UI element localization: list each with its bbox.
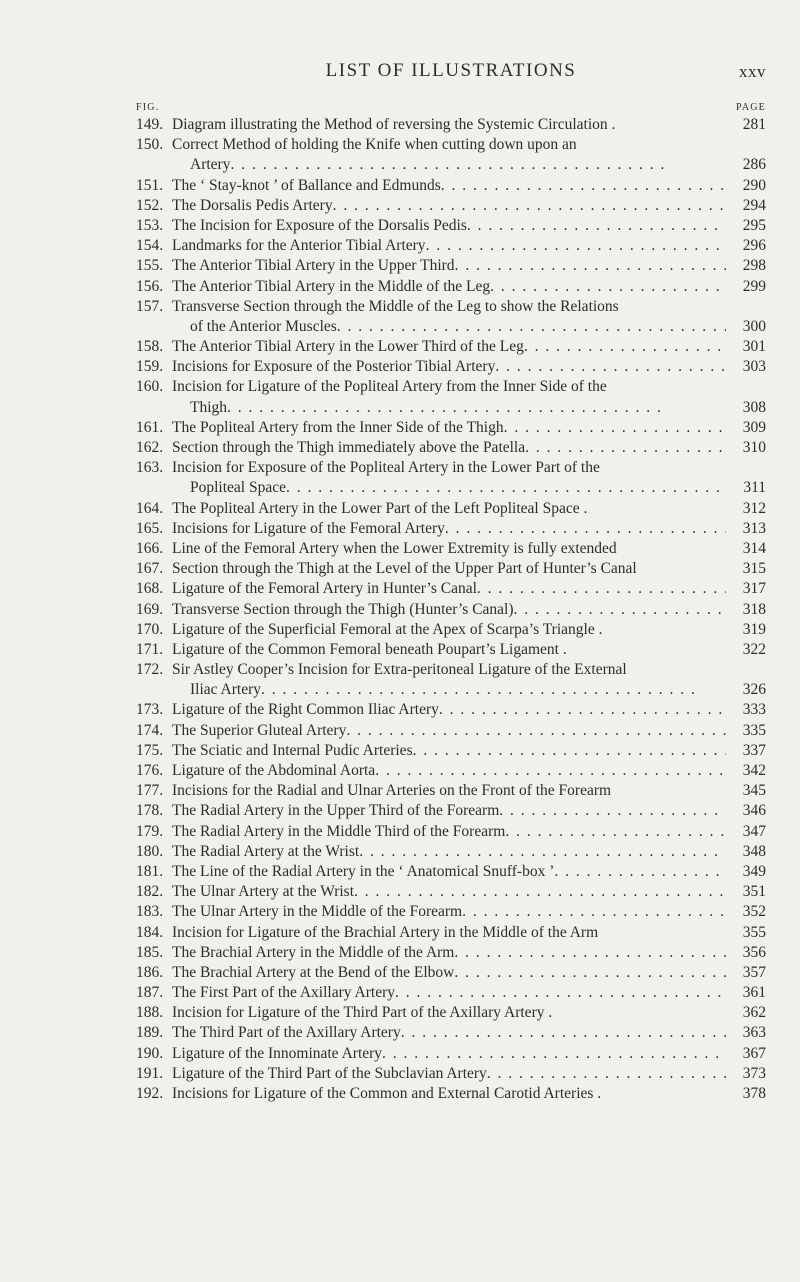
page-number: 346 bbox=[742, 802, 766, 820]
page-number: 312 bbox=[742, 499, 766, 517]
page-number: 309 bbox=[742, 418, 766, 436]
list-item bbox=[136, 862, 766, 882]
list-item bbox=[136, 620, 766, 640]
figure-number: 184. bbox=[136, 923, 164, 941]
entry-title: The Anterior Tibial Artery in the Middle of the Leg bbox=[172, 277, 491, 295]
list-item bbox=[136, 458, 766, 498]
dot-leader bbox=[505, 822, 726, 842]
entry-title: The Dorsalis Pedis Artery bbox=[172, 196, 333, 214]
figure-number: 168. bbox=[136, 580, 164, 598]
figure-number: 192. bbox=[136, 1085, 164, 1102]
page-number: 335 bbox=[742, 721, 766, 739]
dot-leader bbox=[337, 317, 726, 337]
page-number: 319 bbox=[742, 620, 766, 638]
figure-number: 191. bbox=[136, 1064, 164, 1082]
page-column-label: PAGE bbox=[736, 102, 766, 113]
entry-title: Incisions for the Radial and Ulnar Arteries on the Front of the Forearm bbox=[172, 782, 612, 800]
dot-leader bbox=[354, 882, 726, 902]
figure-number: 175. bbox=[136, 741, 164, 759]
entry-title: Transverse Section through the Thigh (Hunter’s Canal) bbox=[172, 600, 514, 618]
entry-title: The Popliteal Artery in the Lower Part of the Left Popliteal Space . bbox=[172, 499, 588, 517]
entry-title: Sir Astley Cooper’s Incision for Extra-peritoneal Ligature of the External bbox=[172, 661, 627, 679]
dot-leader bbox=[487, 1064, 726, 1084]
illustrations-list bbox=[136, 115, 766, 1104]
page-title: LIST OF ILLUSTRATIONS bbox=[325, 60, 577, 81]
figure-number: 163. bbox=[136, 459, 164, 477]
page-number: 311 bbox=[743, 479, 766, 497]
dot-leader bbox=[333, 196, 726, 216]
page-number: 345 bbox=[742, 782, 766, 800]
list-item bbox=[136, 1064, 766, 1084]
page-number: 295 bbox=[742, 216, 766, 234]
dot-leader bbox=[359, 842, 726, 862]
dot-leader bbox=[525, 438, 726, 458]
figure-number: 180. bbox=[136, 842, 164, 860]
page-number: 317 bbox=[742, 580, 766, 598]
list-item bbox=[136, 640, 766, 660]
list-item bbox=[136, 1044, 766, 1064]
entry-title: The Brachial Artery in the Middle of the Arm bbox=[172, 943, 455, 961]
entry-title: Incisions for Exposure of the Posterior Tibial Artery bbox=[172, 358, 496, 376]
list-item bbox=[136, 963, 766, 983]
figure-number: 155. bbox=[136, 257, 164, 275]
figure-number: 187. bbox=[136, 984, 164, 1002]
entry-title: Transverse Section through the Middle of the Leg to show the Relations bbox=[172, 297, 619, 315]
list-item bbox=[136, 822, 766, 842]
figure-number: 161. bbox=[136, 418, 164, 436]
dot-leader bbox=[524, 337, 726, 357]
entry-title: The Radial Artery at the Wrist bbox=[172, 842, 360, 860]
entry-title: The Ulnar Artery in the Middle of the Forearm bbox=[172, 903, 463, 921]
page-number: 294 bbox=[742, 196, 766, 214]
entry-title: The Line of the Radial Artery in the ‘ Anatomical Snuff-box ’ bbox=[172, 862, 555, 880]
list-item bbox=[136, 539, 766, 559]
entry-title: Ligature of the Innominate Artery bbox=[172, 1044, 383, 1062]
page-number: 303 bbox=[742, 358, 766, 376]
figure-number: 165. bbox=[136, 519, 164, 537]
list-item bbox=[136, 135, 766, 175]
list-item bbox=[136, 418, 766, 438]
dot-leader bbox=[454, 943, 726, 963]
list-item bbox=[136, 1003, 766, 1023]
entry-title: Ligature of the Third Part of the Subclavian Artery bbox=[172, 1064, 487, 1082]
figure-number: 182. bbox=[136, 883, 164, 901]
entry-title: Iliac Artery bbox=[190, 681, 262, 699]
page-number: 355 bbox=[742, 923, 766, 941]
page-number: 314 bbox=[742, 539, 766, 557]
entry-title: Ligature of the Femoral Artery in Hunter’s Canal bbox=[172, 580, 477, 598]
entry-title: Section through the Thigh at the Level of the Upper Part of Hunter’s Canal bbox=[172, 560, 637, 578]
page-number: 298 bbox=[742, 257, 766, 275]
list-item bbox=[136, 761, 766, 781]
dot-leader bbox=[499, 801, 726, 821]
list-item bbox=[136, 660, 766, 700]
entry-title: The Popliteal Artery from the Inner Side of the Thigh bbox=[172, 418, 504, 436]
list-item bbox=[136, 902, 766, 922]
dot-leader bbox=[346, 721, 726, 741]
page-number: 361 bbox=[742, 984, 766, 1002]
page-number: 347 bbox=[742, 822, 766, 840]
dot-leader bbox=[495, 357, 726, 377]
figure-number: 181. bbox=[136, 862, 164, 880]
figure-number: 177. bbox=[136, 782, 164, 800]
figure-number: 149. bbox=[136, 116, 164, 133]
dot-leader bbox=[514, 600, 726, 620]
entry-title: of the Anterior Muscles bbox=[190, 317, 337, 335]
page-number: 348 bbox=[742, 842, 766, 860]
list-item bbox=[136, 176, 766, 196]
list-item bbox=[136, 943, 766, 963]
page-number: 363 bbox=[742, 1024, 766, 1042]
page-number: 352 bbox=[742, 903, 766, 921]
dot-leader bbox=[426, 236, 726, 256]
fig-column-label: FIG. bbox=[136, 102, 160, 113]
entry-title: Incision for Exposure of the Popliteal Artery in the Lower Part of the bbox=[172, 459, 600, 477]
list-item bbox=[136, 196, 766, 216]
page-number: 326 bbox=[742, 681, 766, 699]
list-item bbox=[136, 337, 766, 357]
entry-title: Incision for Ligature of the Popliteal Artery from the Inner Side of the bbox=[172, 378, 607, 396]
entry-title: The Anterior Tibial Artery in the Lower Third of the Leg bbox=[172, 338, 524, 356]
figure-number: 169. bbox=[136, 600, 164, 618]
roman-page-number: xxv bbox=[739, 62, 766, 81]
dot-leader bbox=[554, 862, 726, 882]
page-number: 290 bbox=[742, 176, 766, 194]
dot-leader bbox=[286, 478, 726, 498]
page-number: 357 bbox=[742, 963, 766, 981]
figure-number: 185. bbox=[136, 943, 164, 961]
figure-number: 150. bbox=[136, 136, 164, 154]
entry-title: Incision for Ligature of the Brachial Artery in the Middle of the Arm bbox=[172, 923, 599, 941]
figure-number: 170. bbox=[136, 620, 164, 638]
page-number: 318 bbox=[742, 600, 766, 618]
page-number: 333 bbox=[742, 701, 766, 719]
list-item bbox=[136, 781, 766, 801]
figure-number: 154. bbox=[136, 237, 164, 255]
list-item bbox=[136, 216, 766, 236]
dot-leader bbox=[441, 176, 726, 196]
figure-number: 156. bbox=[136, 277, 164, 295]
figure-number: 153. bbox=[136, 216, 164, 234]
page-number: 349 bbox=[742, 862, 766, 880]
dot-leader bbox=[477, 579, 726, 599]
page-number: 286 bbox=[742, 156, 766, 174]
list-item bbox=[136, 277, 766, 297]
entry-title: Correct Method of holding the Knife when cutting down upon an bbox=[172, 136, 577, 154]
dot-leader bbox=[395, 983, 726, 1003]
list-item bbox=[136, 1084, 766, 1104]
list-item bbox=[136, 236, 766, 256]
entry-title: Incision for Ligature of the Third Part of the Axillary Artery . bbox=[172, 1004, 553, 1022]
entry-title: The Superior Gluteal Artery bbox=[172, 721, 347, 739]
entry-title: The Sciatic and Internal Pudic Arteries bbox=[172, 741, 413, 759]
list-item bbox=[136, 559, 766, 579]
entry-title: Line of the Femoral Artery when the Lower Extremity is fully extended bbox=[172, 539, 617, 557]
list-item bbox=[136, 721, 766, 741]
page-number: 362 bbox=[742, 1004, 766, 1022]
page-number: 301 bbox=[742, 338, 766, 356]
list-item bbox=[136, 297, 766, 337]
figure-number: 178. bbox=[136, 802, 164, 820]
dot-leader bbox=[467, 216, 726, 236]
entry-title: Thigh bbox=[190, 398, 228, 416]
page-number: 367 bbox=[742, 1044, 766, 1062]
list-item bbox=[136, 801, 766, 821]
figure-number: 160. bbox=[136, 378, 164, 396]
dot-leader bbox=[413, 741, 726, 761]
entry-title: Section through the Thigh immediately above the Patella bbox=[172, 439, 526, 456]
page-number: 300 bbox=[742, 317, 766, 335]
figure-number: 151. bbox=[136, 176, 164, 194]
entry-title: Ligature of the Right Common Iliac Artery bbox=[172, 701, 439, 719]
page-number: 281 bbox=[742, 116, 766, 133]
list-item bbox=[136, 438, 766, 458]
page-number: 378 bbox=[742, 1085, 766, 1102]
entry-title: Ligature of the Abdominal Aorta bbox=[172, 762, 376, 779]
list-item bbox=[136, 256, 766, 276]
figure-number: 172. bbox=[136, 661, 164, 679]
list-item bbox=[136, 377, 766, 417]
entry-title: The Incision for Exposure of the Dorsalis Pedis bbox=[172, 216, 467, 234]
entry-title: Popliteal Space bbox=[190, 479, 286, 497]
figure-number: 188. bbox=[136, 1004, 164, 1022]
list-item bbox=[136, 923, 766, 943]
figure-number: 189. bbox=[136, 1024, 164, 1042]
page-number: 299 bbox=[742, 277, 766, 295]
figure-number: 173. bbox=[136, 701, 164, 719]
page-number: 373 bbox=[742, 1064, 766, 1082]
page-number: 313 bbox=[742, 519, 766, 537]
figure-number: 190. bbox=[136, 1044, 164, 1062]
entry-title: The Radial Artery in the Upper Third of the Forearm bbox=[172, 802, 500, 820]
dot-leader bbox=[455, 256, 726, 276]
figure-number: 158. bbox=[136, 338, 164, 356]
dot-leader bbox=[227, 398, 726, 418]
page-number: 337 bbox=[742, 741, 766, 759]
entry-title: The Third Part of the Axillary Artery bbox=[172, 1024, 401, 1042]
dot-leader bbox=[261, 680, 726, 700]
dot-leader bbox=[401, 1023, 726, 1043]
figure-number: 179. bbox=[136, 822, 164, 840]
list-item bbox=[136, 357, 766, 377]
page-number: 315 bbox=[742, 560, 766, 578]
entry-title: Artery bbox=[190, 156, 231, 174]
figure-number: 157. bbox=[136, 297, 164, 315]
dot-leader bbox=[490, 277, 726, 297]
entry-title: Ligature of the Common Femoral beneath Poupart’s Ligament . bbox=[172, 640, 567, 658]
list-item bbox=[136, 1023, 766, 1043]
page-header bbox=[136, 60, 766, 88]
page-number: 351 bbox=[742, 883, 766, 901]
dot-leader bbox=[382, 1044, 726, 1064]
list-item bbox=[136, 579, 766, 599]
list-item bbox=[136, 882, 766, 902]
figure-number: 171. bbox=[136, 640, 164, 658]
page-number: 356 bbox=[742, 943, 766, 961]
dot-leader bbox=[439, 700, 726, 720]
column-headers bbox=[136, 102, 766, 116]
list-item bbox=[136, 519, 766, 539]
figure-number: 183. bbox=[136, 903, 164, 921]
list-item bbox=[136, 499, 766, 519]
entry-title: The Radial Artery in the Middle Third of the Forearm bbox=[172, 822, 506, 840]
figure-number: 167. bbox=[136, 560, 164, 578]
dot-leader bbox=[230, 155, 726, 175]
entry-title: Ligature of the Superficial Femoral at the Apex of Scarpa’s Triangle . bbox=[172, 620, 603, 638]
dot-leader bbox=[504, 418, 726, 438]
entry-title: Incisions for Ligature of the Common and External Carotid Arteries . bbox=[172, 1085, 602, 1102]
page-number: 296 bbox=[742, 237, 766, 255]
dot-leader bbox=[375, 761, 726, 781]
list-item bbox=[136, 741, 766, 761]
dot-leader bbox=[462, 902, 726, 922]
figure-number: 176. bbox=[136, 762, 164, 779]
figure-number: 152. bbox=[136, 196, 164, 214]
dot-leader bbox=[445, 519, 726, 539]
entry-title: The First Part of the Axillary Artery bbox=[172, 984, 395, 1002]
figure-number: 162. bbox=[136, 439, 164, 456]
entry-title: The Anterior Tibial Artery in the Upper Third bbox=[172, 257, 455, 275]
list-item bbox=[136, 842, 766, 862]
entry-title: Diagram illustrating the Method of reversing the Systemic Circulation . bbox=[172, 116, 616, 133]
figure-number: 159. bbox=[136, 358, 164, 376]
page-number: 342 bbox=[742, 762, 766, 779]
entry-title: Landmarks for the Anterior Tibial Artery bbox=[172, 237, 426, 255]
entry-title: The Ulnar Artery at the Wrist bbox=[172, 883, 355, 901]
page-number: 322 bbox=[742, 640, 766, 658]
figure-number: 186. bbox=[136, 963, 164, 981]
dot-leader bbox=[454, 963, 726, 983]
list-item bbox=[136, 115, 766, 135]
list-item bbox=[136, 600, 766, 620]
page-number: 308 bbox=[742, 398, 766, 416]
list-item bbox=[136, 700, 766, 720]
figure-number: 164. bbox=[136, 499, 164, 517]
figure-number: 174. bbox=[136, 721, 164, 739]
entry-title: The ‘ Stay-knot ’ of Ballance and Edmunds bbox=[172, 176, 441, 194]
entry-title: Incisions for Ligature of the Femoral Artery bbox=[172, 519, 445, 537]
figure-number: 166. bbox=[136, 539, 164, 557]
entry-title: The Brachial Artery at the Bend of the Elbow bbox=[172, 963, 455, 981]
list-item bbox=[136, 983, 766, 1003]
page-number: 310 bbox=[742, 439, 766, 456]
